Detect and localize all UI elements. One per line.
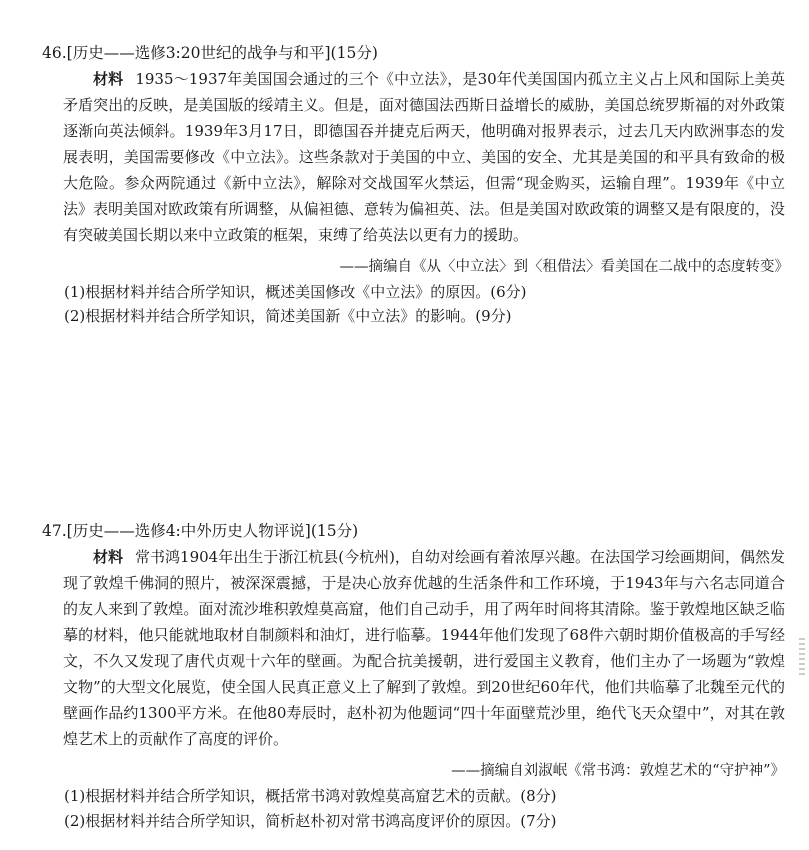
material-source: ——摘编自《从〈中立法〉到〈租借法〉看美国在二战中的态度转变》 bbox=[339, 259, 789, 275]
sub-question-2: (2)根据材料并结合所学知识，简析赵朴初对常书鸿高度评价的原因。(7分) bbox=[64, 812, 557, 830]
material-text: 1935～1937年美国国会通过的三个《中立法》，是30年代美国国内孤立主义占上风和国际上美英矛盾突出的反映，是美国版的绥靖主义。但是，面对德国法西斯日益增长的威胁，美国总统罗斯福的对外政策逐渐向英法倾斜。1939年3月17日，即德国吞并捷克后两天，他明确对报界表示，过去几天内欧洲事态的发展表明，美国需要修改《中立法》。这些条款对于美国的中立、美国的安全、尤其是美国的和平具有致命的极大危险。参众两院通过《新中立法》，解除对交战国军火禁运，但需“现金购买，运输自理”。1939年《中立法》表明美国对欧政策有所调整，从偏袒德、意转为偏袒英、法。但是美国对欧政策的调整又是有限度的，没有突破美国长期以来中立政策的框架，束缚了给英法以更有力的援助。 bbox=[63, 70, 785, 244]
question-47-heading: 47.[历史——选修4:中外历史人物评说](15分) bbox=[42, 522, 359, 540]
material-source: ——摘编自刘淑岷《常书鸿：敦煌艺术的“守护神”》 bbox=[451, 763, 785, 779]
material-text: 常书鸿1904年出生于浙江杭县(今杭州)，自幼对绘画有着浓厚兴趣。在法国学习绘画期间，偶然发现了敦煌千佛洞的照片，被深深震撼，于是决心放弃优越的生活条件和工作环境，于1943年与六名志同道合的友人来到了敦煌。面对流沙堆积敦煌莫高窟，他们自己动手，用了两年时间将其清除。鉴于敦煌地区缺乏临摹的材料，他只能就地取材自制颜料和油灯，进行临摹。1944年他们发现了68件六朝时期价值极高的手写经文，不久又发现了唐代贞观十六年的壁画。为配合抗美援朝，进行爱国主义教育，他们主办了一场题为“敦煌文物”的大型文化展览，使全国人民真正意义上了解到了敦煌。到20世纪60年代，他们共临摹了北魏至元代的壁画作品约1300平方米。在他80寿辰时，赵朴初为他题词“四十年面壁荒沙里，绝代飞天众望中”，对其在敦煌艺术上的贡献作了高度的评价。 bbox=[63, 548, 785, 748]
sub-question-1: (1)根据材料并结合所学知识，概括常书鸿对敦煌莫高窟艺术的贡献。(8分) bbox=[64, 787, 557, 805]
sub-question-2: (2)根据材料并结合所学知识，简述美国新《中立法》的影响。(9分) bbox=[64, 307, 512, 325]
question-46-heading: 46.[历史——选修3:20世纪的战争与和平](15分) bbox=[42, 44, 378, 62]
question-46-material bbox=[63, 66, 785, 248]
material-label: 材料 bbox=[93, 70, 124, 88]
material-label: 材料 bbox=[93, 548, 124, 566]
question-47-material bbox=[63, 544, 785, 752]
sub-question-1: (1)根据材料并结合所学知识，概述美国修改《中立法》的原因。(6分) bbox=[64, 283, 527, 301]
scan-edge-mark bbox=[799, 638, 805, 678]
question-47 bbox=[0, 518, 809, 834]
question-46 bbox=[0, 40, 809, 328]
